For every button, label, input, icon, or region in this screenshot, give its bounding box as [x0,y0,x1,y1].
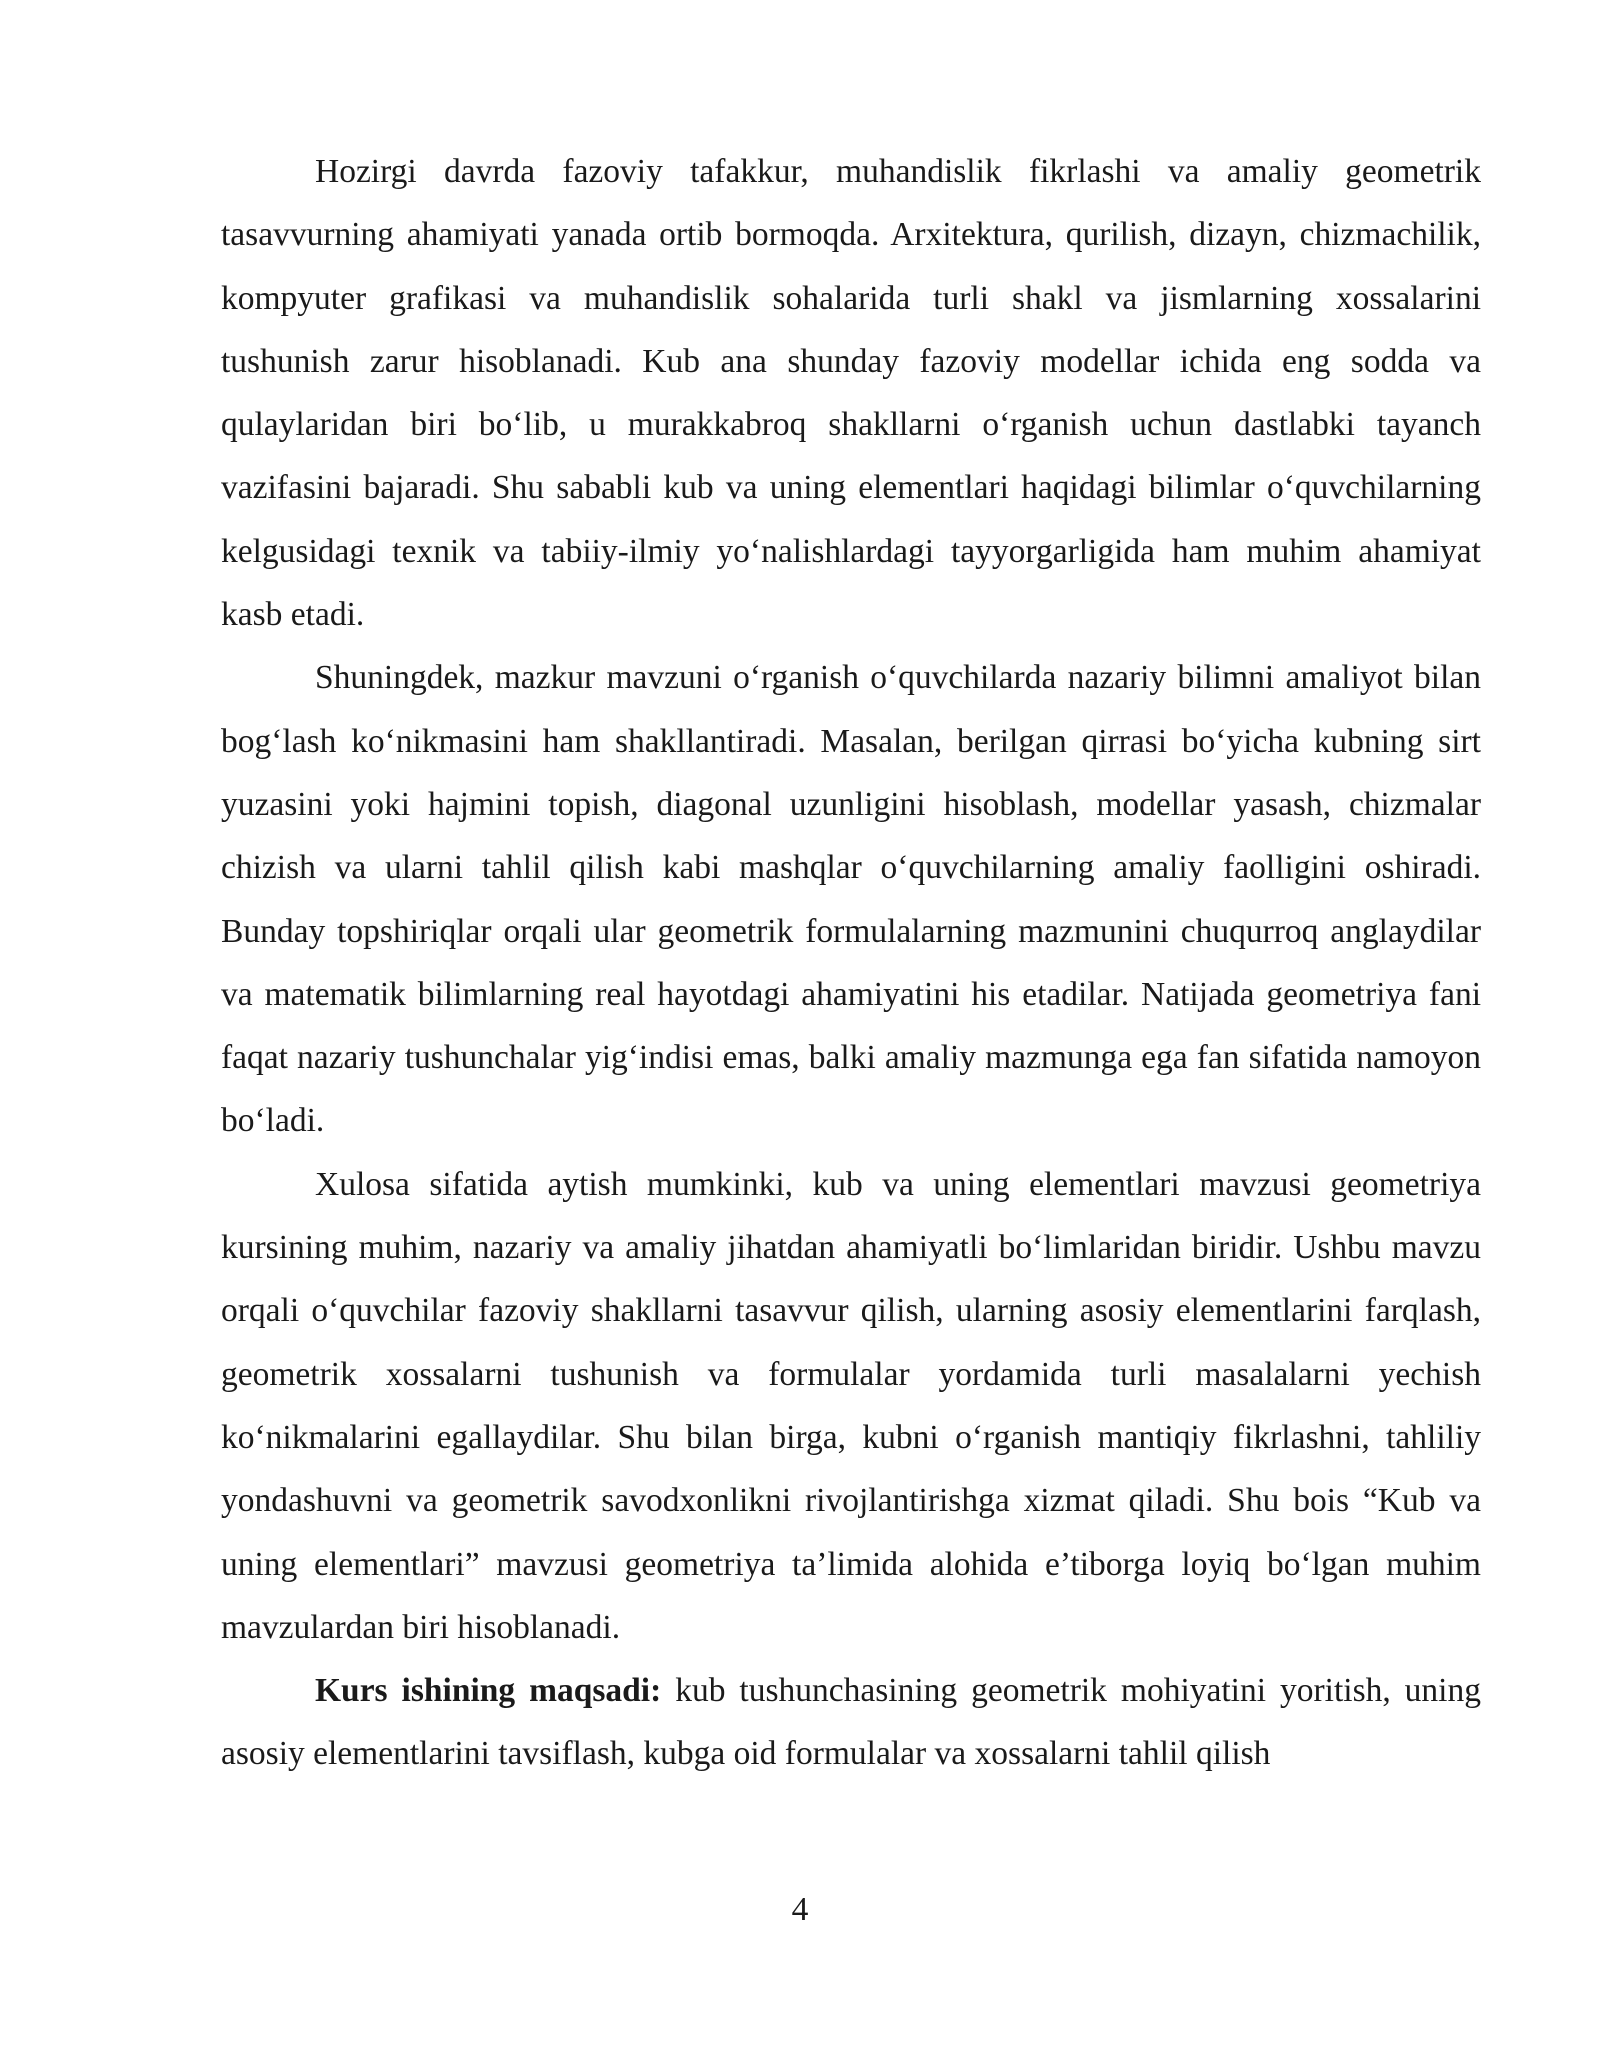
paragraph-4-text: kub tushunchasining geometrik mohiyatini yoritish, uning asosiy elementlarini tavsiflash, kubga oid formulalar va xossalarni tahlil qilish [221,1672,1481,1773]
page-number: 4 [791,1891,809,1928]
paragraph-2-text: Shuningdek, mazkur mavzuni o‘rganish o‘quvchilarda nazariy bilimni amaliyot bilan bog‘lash ko‘nikmasini ham shakllantiradi. Masalan, berilgan qirrasi bo‘yicha kubning sirt yuzasini yoki hajmini topish, diagonal uzunligini hisoblash, modellar yasash, chizmalar chizish va ularni tahlil qilish kabi mashqlar o‘quvchilarning amaliy faolligini oshiradi. Bunday topshiriqlar orqali ular geometrik formulalarning mazmunini chuqurroq anglaydilar va matematik bilimlarning real hayotdagi ahamiyatini his etadilar. Natijada geometriya fani faqat nazariy tushunchalar yig‘indisi emas, balki amaliy mazmunga ega fan sifatida namoyon bo‘ladi. [221,659,1481,1140]
body-text [221,140,1481,1786]
paragraph-2 [221,646,1481,1152]
paragraph-1-text: Hozirgi davrda fazoviy tafakkur, muhandislik fikrlashi va amaliy geometrik tasavvurning ahamiyati yanada ortib bormoqda. Arxitektura, qurilish, dizayn, chizmachilik, kompyuter grafikasi va muhandislik sohalarida turli shakl va jismlarning xossalarini tushunish zarur hisoblanadi. Kub ana shunday fazoviy modellar ichida eng sodda va qulaylaridan biri bo‘lib, u murakkabroq shakllarni o‘rganish uchun dastlabki tayanch vazifasini bajaradi. Shu sababli kub va uning elementlari haqidagi bilimlar o‘quvchilarning kelgusidagi texnik va tabiiy-ilmiy yo‘nalishlardagi tayyorgarligida ham muhim ahamiyat kasb etadi. [221,153,1481,634]
paragraph-3-text: Xulosa sifatida aytish mumkinki, kub va uning elementlari mavzusi geometriya kursining muhim, nazariy va amaliy jihatdan ahamiyatli bo‘limlaridan biridir. Ushbu mavzu orqali o‘quvchilar fazoviy shakllarni tasavvur qilish, ularning asosiy elementlarini farqlash, geometrik xossalarni tushunish va formulalar yordamida turli masalalarni yechish ko‘nikmalarini egallaydilar. Shu bilan birga, kubni o‘rganish mantiqiy fikrlashni, tahliliy yondashuvni va geometrik savodxonlikni rivojlantirishga xizmat qiladi. Shu bois “Kub va uning elementlari” mavzusi geometriya ta’limida alohida e’tiborga loyiq bo‘lgan muhim mavzulardan biri hisoblanadi. [221,1165,1481,1646]
paragraph-4 [221,1659,1481,1786]
paragraph-4-bold-lead: Kurs ishining maqsadi: [315,1672,662,1710]
paragraph-1 [221,140,1481,646]
paragraph-3 [221,1153,1481,1659]
